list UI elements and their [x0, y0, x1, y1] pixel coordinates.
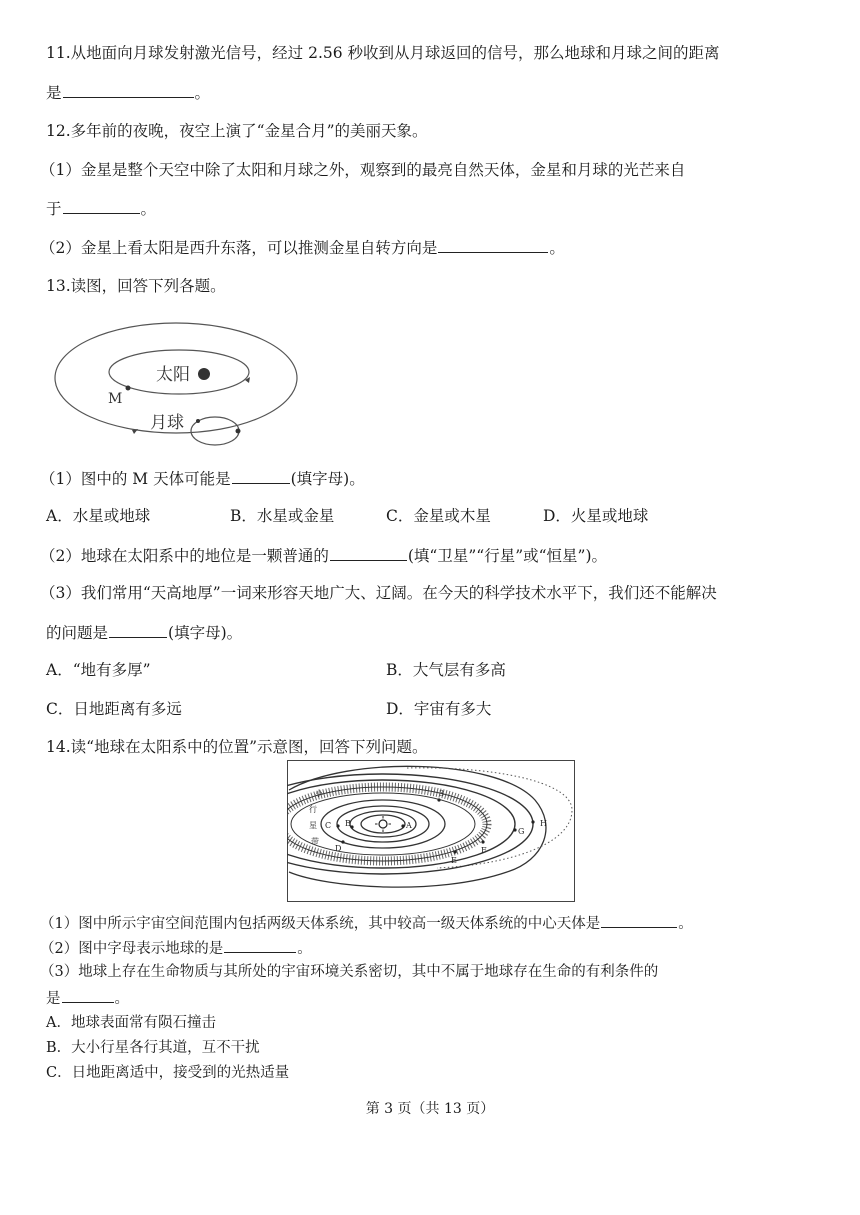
q14-part2-post: 。 — [297, 941, 312, 957]
belt-label-2: 行 — [309, 805, 317, 814]
q12-part2-answer-blank[interactable] — [438, 237, 548, 253]
q14-part1 — [40, 912, 693, 934]
q13-part1-post: (填字母)。 — [290, 470, 365, 488]
q12-part2-pre: （2）金星上看太阳是西升东落，可以推测金星自转方向是 — [40, 239, 438, 257]
label-e: E — [451, 856, 457, 865]
planet-f — [481, 840, 484, 843]
q13-part1-option-b[interactable]: B．水星或金星 — [230, 507, 335, 525]
label-h: H — [540, 819, 547, 828]
earth-dot — [236, 429, 241, 434]
q11-line1: 11.从地面向月球发射激光信号，经过 2.56 秒收到从月球返回的信号，那么地球和月球之间的距离 — [46, 44, 720, 62]
q13-part2-post: (填“卫星”“行星”或“恒星”)。 — [407, 547, 608, 565]
q14-part1-post: 。 — [678, 916, 693, 932]
label-c: C — [325, 821, 332, 830]
q14-part3-pre: 是 — [46, 991, 61, 1007]
q13-part2-pre: （2）地球在太阳系中的地位是一颗普通的 — [40, 547, 329, 565]
q12-part2 — [40, 237, 565, 258]
q13-part2 — [40, 545, 607, 566]
q12-part1-line2 — [46, 198, 156, 219]
label-d: D — [335, 844, 342, 853]
sun-label: 太阳 — [156, 365, 190, 385]
sun-symbol — [379, 820, 387, 828]
q14-part3-option-a[interactable]: A．地球表面常有陨石撞击 — [46, 1015, 216, 1031]
q14-part3-answer-blank[interactable] — [62, 987, 114, 1003]
q11-answer-blank[interactable] — [63, 82, 194, 98]
q11-line2-pre: 是 — [46, 84, 62, 102]
q13-part2-answer-blank[interactable] — [330, 545, 407, 561]
q14-part1-pre: （1）图中所示宇宙空间范围内包括两级天体系统，其中较高一级天体系统的中心天体是 — [40, 916, 601, 932]
label-b: B — [345, 819, 351, 828]
q14-part2-pre: （2）图中字母表示地球的是 — [40, 941, 224, 957]
comet-body — [437, 798, 440, 801]
inner-orbit-arrow — [245, 377, 250, 383]
q13-part3-option-b[interactable]: B．大气层有多高 — [386, 661, 506, 679]
q13-part3-pre: 的问题是 — [46, 624, 109, 642]
planet-g — [513, 828, 516, 831]
planet-h — [531, 820, 534, 823]
m-label: M — [108, 391, 123, 407]
belt-label-3: 星 — [309, 821, 317, 830]
q12-part1-line1: （1）金星是整个天空中除了太阳和月球之外，观察到的最亮自然天体，金星和月球的光芒来自 — [40, 161, 686, 179]
label-a: A — [406, 821, 412, 830]
q13-part3-answer-blank[interactable] — [109, 622, 167, 638]
q13-stem: 13.读图，回答下列各题。 — [46, 277, 226, 295]
q12-part1-post: 。 — [140, 200, 157, 218]
planet-c — [336, 824, 339, 827]
q14-solar-system-figure — [287, 760, 575, 902]
label-g: G — [518, 827, 525, 836]
page-footer: 第 3 页（共 13 页） — [365, 1101, 495, 1117]
planet-e — [453, 850, 456, 853]
q13-part3-line2 — [46, 622, 242, 643]
q14-part3-line2 — [46, 987, 129, 1009]
q13-part1-option-d[interactable]: D．火星或地球 — [543, 507, 649, 525]
q13-part3-option-a[interactable]: A．“地有多厚” — [46, 661, 151, 679]
q14-part3-line1: （3）地球上存在生命物质与其所处的宇宙环境关系密切，其中不属于地球存在生命的有利条件的 — [40, 964, 659, 980]
q13-part1-option-c[interactable]: C．金星或木星 — [386, 507, 491, 525]
q14-part3-option-c[interactable]: C．日地距离适中，接受到的光热适量 — [46, 1065, 290, 1081]
q11-line2-post: 。 — [194, 84, 211, 102]
q13-part3-post: (填字母)。 — [168, 624, 243, 642]
q13-part3-option-c[interactable]: C．日地距离有多远 — [46, 700, 182, 718]
q13-part3-option-d[interactable]: D．宇宙有多大 — [386, 700, 492, 718]
q13-orbit-figure — [52, 318, 304, 448]
m-body-dot — [126, 386, 131, 391]
planet-a — [401, 824, 404, 827]
q13-part1-answer-blank[interactable] — [232, 468, 290, 484]
q12-stem: 12.多年前的夜晚，夜空上演了“金星合月”的美丽天象。 — [46, 122, 428, 140]
q12-part1-answer-blank[interactable] — [63, 198, 140, 214]
q14-stem: 14.读“地球在太阳系中的位置”示意图，回答下列问题。 — [46, 738, 428, 756]
q12-part1-pre: 于 — [46, 200, 62, 218]
q13-part1-option-a[interactable]: A．水星或地球 — [46, 507, 151, 525]
label-f: F — [481, 846, 487, 855]
q11-line2 — [46, 82, 210, 103]
q13-part3-line1: （3）我们常用“天高地厚”一词来形容天地广大、辽阔。在今天的科学技术水平下，我们还不能解决 — [40, 584, 717, 602]
q14-part3-post: 。 — [114, 991, 129, 1007]
q14-part2 — [40, 937, 312, 959]
q13-part1 — [40, 468, 365, 489]
q12-part2-post: 。 — [549, 239, 565, 257]
moon-label: 月球 — [150, 413, 184, 433]
q13-part1-pre: （1）图中的 M 天体可能是 — [40, 470, 231, 488]
sun-dot — [198, 368, 210, 380]
planet-d — [341, 840, 344, 843]
q14-part3-option-b[interactable]: B．大小行星各行其道，互不干扰 — [46, 1040, 260, 1056]
q14-part2-answer-blank[interactable] — [224, 937, 296, 953]
moon-dot — [196, 419, 200, 423]
label-comet-number: 3 — [439, 789, 445, 798]
belt-label-1: 小 — [315, 789, 323, 798]
q14-part1-answer-blank[interactable] — [601, 912, 677, 928]
belt-label-4: 带 — [311, 837, 319, 846]
